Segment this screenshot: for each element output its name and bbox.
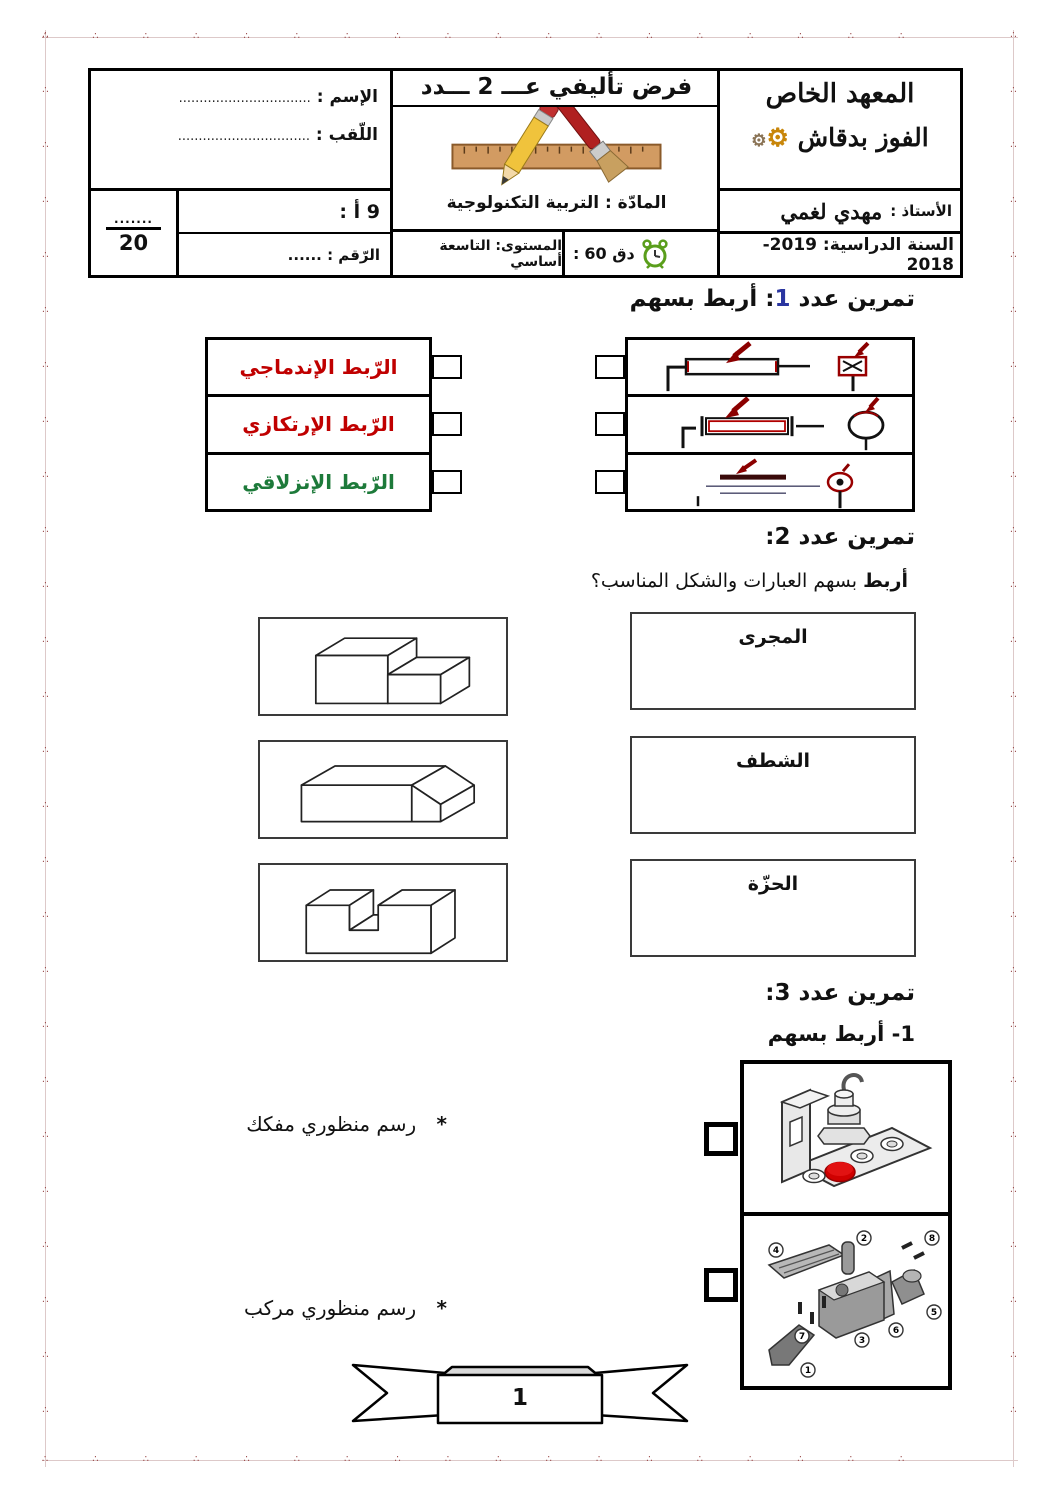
pencil-brush-ruler-illustration: [393, 107, 720, 199]
exercise3-number: 3: [774, 980, 791, 1006]
bullet: *: [436, 1112, 447, 1136]
decorative-border-right: ∴∴∴∴∴∴∴∴∴∴∴∴∴∴∴∴∴∴∴∴∴∴∴∴∴∴: [1006, 30, 1020, 1467]
term-text: الشطف: [735, 750, 811, 772]
institute-name-line2: [720, 123, 960, 152]
joint-symbol-1: [628, 340, 912, 394]
teacher-name: مهدي لغمي: [780, 198, 883, 224]
duration-cell: [562, 232, 720, 275]
name-field[interactable]: [103, 87, 378, 107]
connector-stub[interactable]: [704, 1268, 738, 1302]
institute-name-text: الفوز بدقاش: [797, 123, 929, 152]
svg-text:2: 2: [860, 1234, 868, 1244]
chamfered-block-drawing: [260, 742, 506, 837]
shape-box-stepped-block[interactable]: [258, 617, 508, 716]
connector-stub[interactable]: [595, 355, 625, 379]
gears-icon: ⚙: [766, 123, 789, 152]
svg-text:3: 3: [858, 1336, 866, 1346]
student-identity-cell: [91, 71, 390, 191]
exercise2-instruction-bold: أربط: [863, 570, 908, 592]
label-row-pivot-joint[interactable]: [208, 397, 429, 454]
term-text: المجرى: [738, 626, 808, 648]
stepped-block-drawing: [260, 619, 506, 714]
exercise2-title: [765, 524, 915, 550]
exercise2-instruction-rest: بسهم العبارات والشكل المناسب؟: [590, 570, 858, 592]
header-table: [88, 68, 963, 278]
exploded-view-cell[interactable]: [744, 1216, 948, 1386]
connector-stub[interactable]: [432, 412, 462, 436]
connector-stub[interactable]: [432, 470, 462, 494]
surname-field[interactable]: [103, 125, 378, 145]
connector-stub[interactable]: [432, 355, 462, 379]
exercise1-title-text: تمرين عدد: [798, 286, 915, 312]
score-max: 20: [118, 230, 149, 255]
label-text: الرّبط الإندماجي: [239, 355, 398, 380]
exercise3-item1: [768, 1022, 915, 1046]
exam-title: فرض تأليفي عـــ 2 ـــدد: [393, 71, 720, 107]
exam-subject: المادّة : التربية التكنولوجية: [446, 193, 667, 213]
name-dotted-line[interactable]: ................................: [178, 91, 311, 106]
page-number: 1: [511, 1385, 528, 1411]
exercise1-diagram-box: [625, 337, 915, 512]
exercise2-colon: :: [765, 524, 775, 550]
diagram-row-3[interactable]: [628, 455, 912, 509]
exploded-perspective-drawing: [744, 1216, 948, 1386]
name-label: الإسم :: [316, 87, 378, 107]
option-exploded-drawing[interactable]: [246, 1112, 447, 1136]
label-text: الرّبط الإنزلاقي: [242, 469, 395, 494]
item-instruction: أربط بسهم: [767, 1022, 885, 1046]
diagram-row-2[interactable]: [628, 397, 912, 454]
page-number-ribbon: [345, 1355, 695, 1429]
label-row-sliding-joint[interactable]: [208, 455, 429, 509]
exercise1-title: [630, 286, 915, 312]
alarm-clock-icon: [640, 237, 670, 271]
exercise3-colon: :: [765, 980, 775, 1006]
joint-symbol-2: [628, 397, 912, 451]
shape-box-chamfered-block[interactable]: [258, 740, 508, 839]
exercise1-instruction: أربط بسهم: [629, 286, 758, 312]
option-label: رسم منظوري مفكك: [246, 1112, 417, 1136]
svg-text:7: 7: [798, 1332, 806, 1342]
surname-label: اللّقب :: [315, 125, 378, 145]
svg-text:1: 1: [804, 1366, 812, 1376]
term-box-chamfer[interactable]: [630, 736, 916, 834]
level-cell: المستوى: التاسعة أساسي: [390, 232, 562, 275]
exercise3-title-text: تمرين عدد: [798, 980, 915, 1006]
exercise2-number: 2: [774, 524, 791, 550]
svg-text:6: 6: [892, 1326, 900, 1336]
joint-symbol-3: [628, 455, 912, 509]
svg-text:4: 4: [772, 1246, 780, 1256]
term-box-notch[interactable]: [630, 859, 916, 957]
connector-stub[interactable]: [595, 412, 625, 436]
grooved-block-drawing: [260, 865, 506, 960]
decorative-border-left: ∴∴∴∴∴∴∴∴∴∴∴∴∴∴∴∴∴∴∴∴∴∴∴∴∴∴: [38, 30, 52, 1467]
score-cell[interactable]: [91, 191, 176, 275]
class-cell[interactable]: 9 أ :: [176, 191, 390, 234]
svg-text:5: 5: [930, 1308, 938, 1318]
connector-stub[interactable]: [595, 470, 625, 494]
exercise2-instruction: [591, 570, 908, 592]
label-text: الرّبط الإرتكازي: [242, 412, 395, 437]
option-label: رسم منظوري مركب: [244, 1296, 417, 1320]
svg-text:8: 8: [928, 1234, 936, 1244]
teacher-cell: [717, 191, 960, 234]
term-text: الحزّة: [747, 873, 799, 895]
connector-stub[interactable]: [704, 1122, 738, 1156]
institute-cell: [717, 71, 960, 191]
teacher-label: الأستاذ :: [890, 202, 952, 220]
exam-cell: [390, 71, 720, 232]
decorative-border-bottom: ∴∴∴∴∴∴∴∴∴∴∴∴∴∴∴∴∴∴: [42, 1453, 1018, 1467]
duration-colon: :: [573, 244, 580, 263]
exercise1-number: 1: [774, 286, 791, 312]
surname-dotted-line[interactable]: ................................: [177, 129, 310, 144]
exercise3-figures-box: [740, 1060, 952, 1390]
exercise3-title: [765, 980, 915, 1006]
item-number: 1-: [891, 1022, 915, 1046]
label-row-integral-joint[interactable]: [208, 340, 429, 397]
shape-box-grooved-block[interactable]: [258, 863, 508, 962]
exercise1-colon: :: [765, 286, 775, 312]
score-dotted-line[interactable]: .......: [106, 212, 161, 230]
decorative-border-top: ∴∴∴∴∴∴∴∴∴∴∴∴∴∴∴∴∴∴: [42, 30, 1018, 44]
institute-name-line1: المعهد الخاص: [765, 79, 915, 109]
student-number-cell[interactable]: الرّقم : ......: [176, 234, 390, 275]
duration-value: 60 دق: [584, 244, 635, 263]
school-year: السنة الدراسية: 2019-2018: [717, 234, 960, 275]
assembled-perspective-drawing: [744, 1064, 948, 1212]
assembled-view-cell[interactable]: [744, 1064, 948, 1216]
exercise1-labels-box: [205, 337, 432, 512]
option-assembled-drawing[interactable]: [244, 1296, 447, 1320]
stationery-art: [393, 107, 720, 198]
bullet: *: [436, 1296, 447, 1320]
exercise2-title-text: تمرين عدد: [798, 524, 915, 550]
gear-small-icon: ⚙: [751, 131, 767, 151]
diagram-row-1[interactable]: [628, 340, 912, 397]
term-box-groove[interactable]: [630, 612, 916, 710]
